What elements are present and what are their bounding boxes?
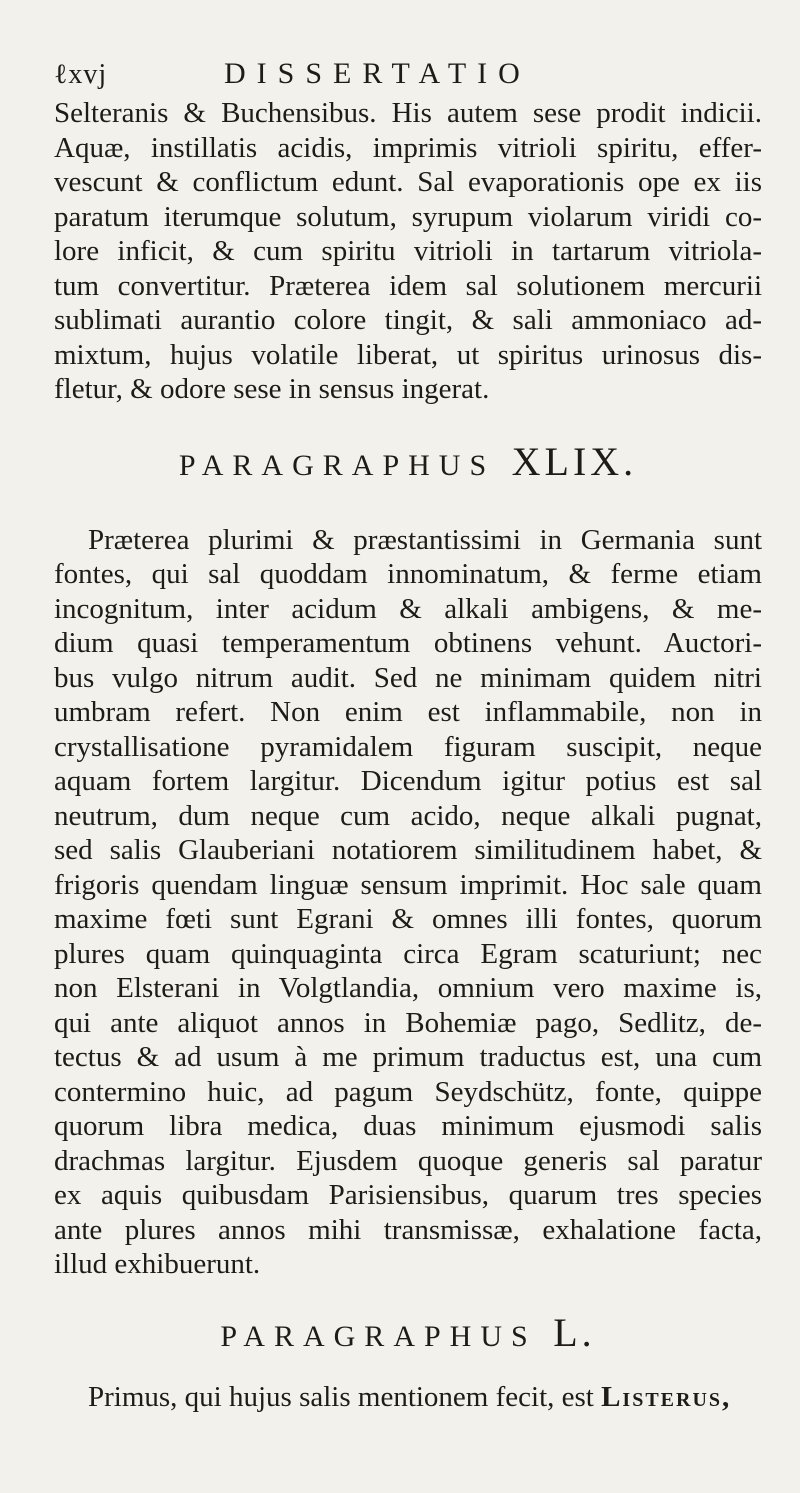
text-line: dium quasi temperamentum obtinens vehunt. Auctori-: [54, 627, 762, 659]
heading-word: PARAGRAPHUS: [178, 448, 496, 482]
text-line: ex aquis quibusdam Parisiensibus, quarum tres species: [54, 1179, 762, 1211]
text-line: ante plures annos mihi transmissæ, exhalatione facta,: [54, 1213, 762, 1246]
text-line: maxime fœti sunt Egrani & omnes illi fontes, quorum: [54, 903, 762, 935]
text-line: Aquæ, instillatis acidis, imprimis vitrioli spiritu, effer-: [54, 131, 762, 164]
text-line: illud exhibuerunt.: [54, 1248, 261, 1280]
author-name: Listerus,: [601, 1380, 732, 1413]
text-line: fontes, qui sal quoddam innominatum, & ferme etiam: [54, 558, 762, 590]
text-line: quorum libra medica, duas minimum ejusmodi salis: [54, 1110, 762, 1142]
page-number: ℓxvj: [54, 59, 108, 90]
text-line: bus vulgo nitrum audit. Sed ne minimam quidem nitri: [54, 661, 762, 694]
heading-number: XLIX.: [511, 438, 638, 484]
text-line: paratum iterumque solutum, syrupum violarum viridi co-: [54, 200, 762, 233]
running-head: [54, 52, 762, 96]
text-line: qui ante aliquot annos in Bohemiæ pago, Sedlitz, de-: [54, 1006, 762, 1039]
text-line: mixtum, hujus volatile liberat, ut spiritus urinosus dis-: [54, 338, 762, 371]
paragraph-3: [54, 1380, 762, 1415]
paragraph-2: [54, 523, 762, 1282]
text-line: [54, 1380, 762, 1415]
text-line: sublimati aurantio colore tingit, & sali ammoniaco ad-: [54, 304, 762, 336]
text-line: tum convertitur. Præterea idem sal solutionem mercurii: [54, 269, 762, 302]
section-heading-xlix: [54, 437, 762, 487]
text-line: neutrum, dum neque cum acido, neque alkali pugnat,: [54, 799, 762, 832]
text-line: Præterea plurimi & præstantissimi in Germania sunt: [88, 523, 762, 556]
text-line: non Elsterani in Volgtlandia, omnium vero maxime is,: [54, 972, 762, 1004]
text-line: sed salis Glauberiani notatiorem similitudinem habet, &: [54, 834, 762, 866]
text-line: fletur, & odore sese in sensus ingerat.: [54, 373, 490, 405]
section-heading-l: [54, 1310, 762, 1356]
text-line: plures quam quinquaginta circa Egram scaturiunt; nec: [54, 937, 762, 970]
paragraph-3-text: Primus, qui hujus salis mentionem fecit, est: [88, 1380, 594, 1413]
heading-number: L.: [553, 1309, 596, 1355]
text-line: aquam fortem largitur. Dicendum igitur potius est sal: [54, 765, 762, 797]
text-line: contermino huic, ad pagum Seydschütz, fonte, quippe: [54, 1075, 762, 1108]
text-line: tectus & ad usum à me primum traductus est, una cum: [54, 1041, 762, 1073]
text-line: lore inficit, & cum spiritu vitrioli in tartarum vitriola-: [54, 235, 762, 267]
running-title: DISSERTATIO: [224, 57, 531, 90]
paragraph-1: [54, 96, 762, 407]
text-line: frigoris quendam linguæ sensum imprimit. Hoc sale quam: [54, 868, 762, 901]
text-line: crystallisatione pyramidalem figuram suscipit, neque: [54, 730, 762, 763]
text-line: drachmas largitur. Ejusdem quoque generis sal paratur: [54, 1144, 762, 1177]
heading-word: PARAGRAPHUS: [220, 1319, 537, 1353]
text-line: incognitum, inter acidum & alkali ambigens, & me-: [54, 592, 762, 625]
text-line: vescunt & conflictum edunt. Sal evaporationis ope ex iis: [54, 166, 762, 198]
text-line: Selteranis & Buchensibus. His autem sese prodit indicii.: [54, 97, 762, 129]
text-line: umbram refert. Non enim est inflammabile, non in: [54, 696, 762, 728]
